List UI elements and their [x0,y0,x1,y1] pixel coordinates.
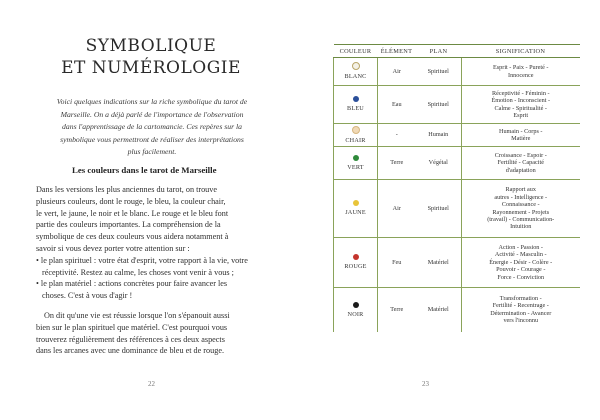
intro-line: Marseille. On a déjà parlé de l'importance de l'observation [60,109,244,119]
header-couleur: COULEUR [334,45,378,58]
signification-cell [462,180,580,238]
table-row [334,147,580,180]
signification-line: Force - Conviction [497,273,545,281]
signification-line: Fertilité - Recentrage - [492,302,549,310]
element-cell: Air [378,58,416,86]
table-row [334,124,580,147]
plan-cell: Matériel [427,306,449,314]
body-line: On dit qu'une vie est réussie lorsque l'on s'épanouit aussi [44,310,230,320]
signification-line: Intuition [510,223,532,231]
body-line: savoir si vous devez porter votre attention sur : [36,243,190,253]
element-cell: Eau [378,86,416,124]
signification-line: Rapport aux [505,186,536,194]
body-line: le vert, le jaune, le noir et le blanc. Le rouge et le bleu font [36,208,229,218]
page-number-right: 23 [422,380,429,388]
color-cell [334,180,378,238]
body-line: Dans les versions les plus anciennes du tarot, on trouve [36,185,217,194]
element-cell: Air [378,180,416,238]
intro-line: Voici quelques indications sur la riche symbolique du tarot de [56,97,248,106]
section-heading: Les couleurs dans le tarot de Marseille [72,165,217,175]
table-row [334,180,580,238]
color-name: BLEU [347,105,364,113]
body-line: symbolique de ces deux couleurs vous aidera notamment à [36,232,229,242]
table-row [334,86,580,124]
signification-line: Fertilité - Capacité [497,159,544,167]
signification-line: Réceptivité - Féminin - [491,89,550,97]
header-element: ÉLÉMENT [378,45,416,58]
color-swatch-icon [353,96,359,102]
signification-line: d'adaptation [505,166,536,174]
signification-line: Action - Passion - [498,243,543,251]
color-cell [334,288,378,332]
body-line: dans les arcanes avec une dominance de bleu et de rouge. [36,346,225,356]
body-line: bien sur le plan spirituel que matériel. C'est pourquoi vous [36,322,228,332]
signification-line: Détermination - Avancer [490,309,552,317]
color-cell [334,124,378,147]
color-name: VERT [347,163,364,171]
element-cell: - [378,124,416,147]
color-name: JAUNE [345,209,366,217]
color-symbolism-table [333,44,580,332]
signification-line: Calme - Spiritualité - [494,104,547,112]
page-title-line-2: ET NUMÉROLOGIE [61,58,241,78]
table-row [334,288,580,332]
signification-line: vers l'inconnu [503,317,539,325]
plan-cell: Spirituel [416,58,462,86]
plan-cell: Matériel [416,238,462,288]
color-cell [334,147,378,180]
color-cell [334,86,378,124]
table-header-row [334,45,580,58]
signification-cell [462,58,580,86]
signification-line: Croissance - Espoir - [494,151,547,159]
color-name: ROUGE [344,263,367,271]
plan-cell: Humain [416,124,462,147]
plan-cell: Spirituel [416,180,462,238]
page-number-left: 22 [148,380,155,388]
signification-line: Innocence [508,71,534,79]
signification-cell [462,147,580,180]
intro-line: symbolique vous permettront de réaliser des interprétations [60,134,244,144]
signification-line: Pouvoir - Courage - [496,266,546,274]
color-swatch-icon [352,126,360,134]
body-line: plusieurs couleurs, dont le rouge, le bleu, la couleur chair, [36,196,226,206]
signification-cell [462,238,580,288]
signification-line: Transformation - [499,294,542,302]
color-swatch-icon [353,302,359,308]
signification-line: autres - Intelligence - [494,193,548,201]
header-signification: SIGNIFICATION [462,45,580,58]
color-swatch-icon [353,254,359,260]
body-text [36,184,272,357]
signification-line: Matière [511,135,531,142]
signification-line: Activité - Masculin - [494,251,547,259]
header-plan: PLAN [416,45,462,58]
signification-line: Esprit [513,111,529,119]
bullet-line: choses. C'est à vous d'agir ! [42,291,133,301]
plan-cell: Spirituel [416,86,462,124]
table-row [334,238,580,288]
intro-paragraph [38,96,266,159]
color-name: BLANC [344,73,367,81]
color-name: CHAIR [345,136,366,144]
intro-line: dans l'apprentissage de la cartomancie. Ces repères sur la [62,122,242,132]
color-cell [334,58,378,86]
body-line: trouverez régulièrement des références à ces deux aspects [36,334,225,344]
signification-cell [462,86,580,124]
body-line: partie des couleurs importantes. La compréhension de la [36,220,221,230]
table-row [334,58,580,86]
signification-line: Humain - Corps - [499,127,543,135]
signification-cell [462,288,580,332]
color-name: NOIR [347,310,364,318]
intro-line: plus facilement. [127,147,177,157]
signification-line: Rayonnement - Projets [492,208,550,216]
signification-line: Énergie - Désir - Colère - [489,258,553,266]
bullet-line: • le plan matériel : actions concrètes pour faire avancer les [36,279,228,289]
signification-line: Esprit - Paix - Pureté - [492,64,549,72]
page-title-line-1: SYMBOLIQUE [85,36,217,56]
color-swatch-icon [353,155,359,161]
element-cell: Feu [378,238,416,288]
color-swatch-icon [352,62,360,70]
signification-line: (travail) - Communication- [487,215,555,223]
plan-cell: Végétal [416,147,462,180]
signification-line: Connaissance - [501,201,540,209]
bullet-line: • le plan spirituel : votre état d'esprit, votre rapport à la vie, votre [36,255,248,265]
color-swatch-icon [353,200,359,206]
element-cell: Terre [378,147,416,180]
color-cell [334,238,378,288]
element-cell: Terre [390,306,404,314]
bullet-line: réceptivité. Restez au calme, les choses vont venir à vous ; [42,267,234,277]
signification-line: Émotion - Inconscient - [491,97,551,105]
signification-cell [462,124,580,147]
